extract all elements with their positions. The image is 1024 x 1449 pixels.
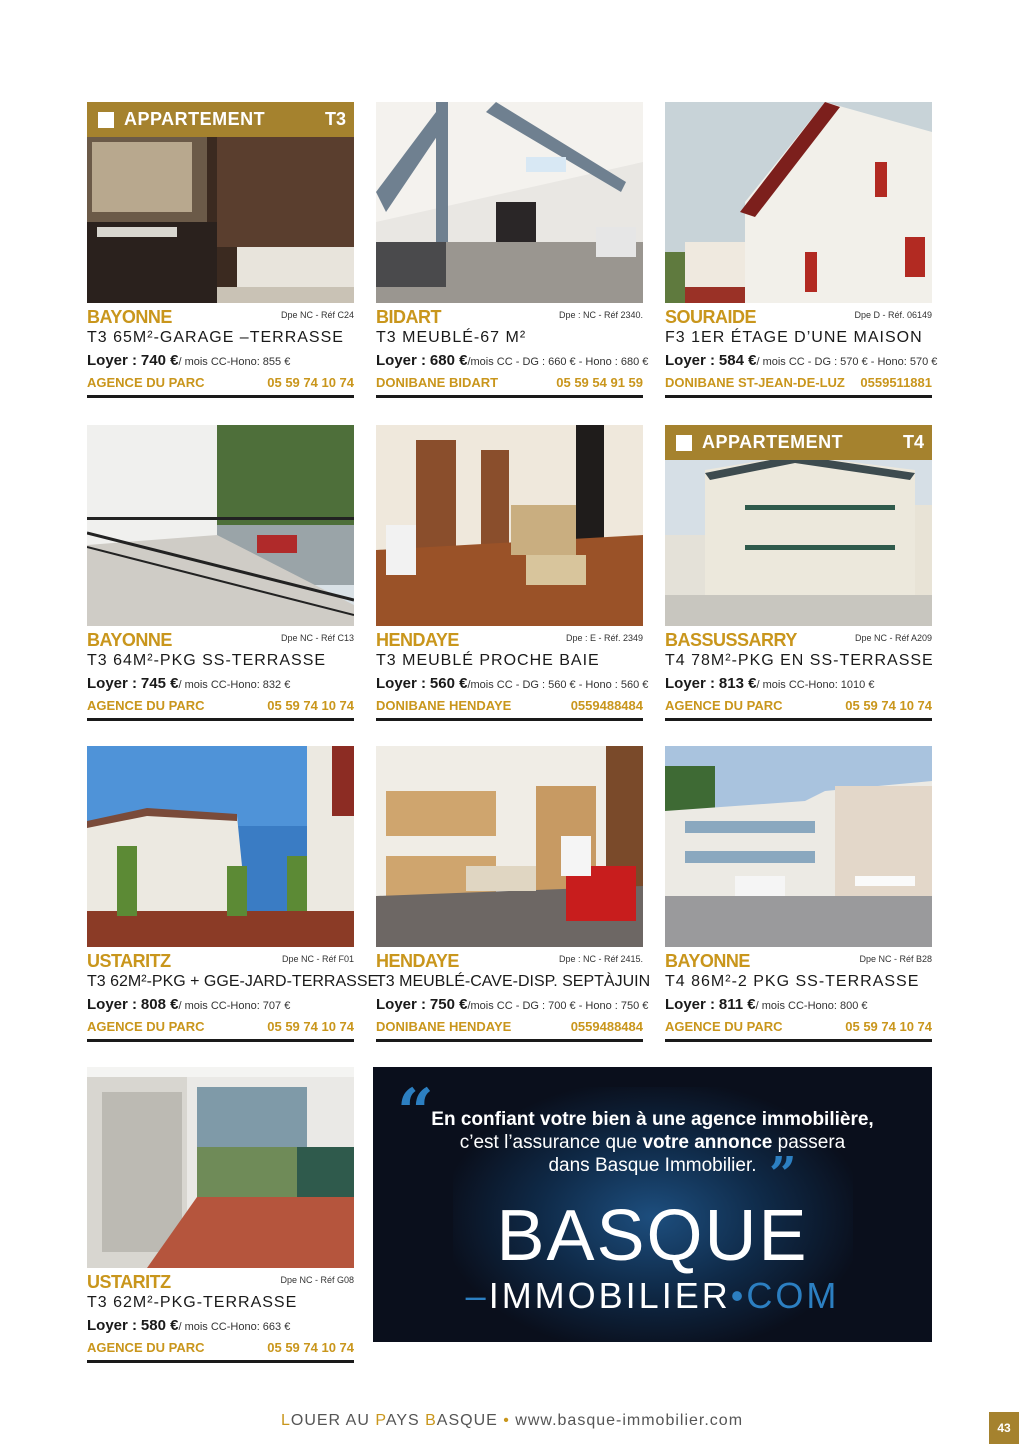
listing-rent: [87, 1317, 290, 1334]
divider: [87, 1360, 354, 1363]
close-quote-icon: ”: [769, 1147, 797, 1203]
rent-value: 808 €: [140, 996, 179, 1013]
rent-label: Loyer :: [376, 352, 427, 369]
banner-type: APPARTEMENT: [702, 432, 844, 452]
page-footer: LOUER AU PAYS BASQUE • www.basque-immobilier.com: [280, 1412, 744, 1429]
divider: [376, 395, 643, 398]
listing-city: BASSUSSARRY: [665, 630, 797, 650]
listing-rent: [376, 675, 648, 692]
divider: [376, 1039, 643, 1042]
listing-dpe: Dpe NC - Réf F01: [281, 954, 354, 964]
page-number: 43: [989, 1412, 1019, 1444]
listing-agency: DONIBANE HENDAYE: [376, 1019, 512, 1034]
rent-details: / mois CC-Hono: 800 €: [755, 1000, 868, 1012]
rent-value: 740 €: [140, 352, 179, 369]
listing-agency: AGENCE DU PARC: [87, 698, 205, 713]
rent-label: Loyer :: [87, 675, 138, 692]
rent-label: Loyer :: [376, 675, 427, 692]
rent-label: Loyer :: [665, 352, 716, 369]
divider: [87, 395, 354, 398]
listing-city: BAYONNE: [87, 630, 172, 650]
banner-size: T3: [324, 109, 346, 129]
rent-value: 680 €: [429, 352, 468, 369]
listing-phone: 05 59 54 91 59: [556, 375, 643, 390]
listing-photo: [376, 102, 643, 303]
rent-details: / mois CC-Hono: 1010 €: [756, 679, 875, 691]
banner-type: APPARTEMENT: [124, 109, 266, 129]
listing-rent: [376, 996, 648, 1013]
ad-line-2: c’est l’assurance que votre annonce passera: [459, 1132, 846, 1153]
type-banner: [665, 425, 932, 460]
rent-details: / mois CC-Hono: 707 €: [178, 1000, 291, 1012]
listing-dpe: Dpe : E - Réf. 2349: [565, 633, 643, 643]
divider: [87, 1039, 354, 1042]
listing-phone: 05 59 74 10 74: [267, 1019, 354, 1034]
ad-line-3: dans Basque Immobilier.: [548, 1155, 757, 1176]
listing-agency: AGENCE DU PARC: [87, 375, 205, 390]
listing-phone: 05 59 74 10 74: [267, 1340, 354, 1355]
listing-photo: [87, 1067, 354, 1268]
listing-title: T4 86M²-2 PKG SS-TERRASSE: [665, 973, 920, 990]
rent-details: / mois CC - DG : 570 € - Hono: 570 €: [756, 356, 938, 368]
listing-title: T3 65M²-GARAGE –TERRASSE: [87, 329, 344, 346]
rent-details: /mois CC - DG : 560 € - Hono : 560 €: [467, 679, 649, 691]
listing-agency: DONIBANE ST-JEAN-DE-LUZ: [665, 375, 845, 390]
rent-value: 813 €: [718, 675, 757, 692]
square-icon: [98, 112, 114, 128]
listing-rent: [665, 996, 868, 1013]
rent-details: / mois CC-Hono: 855 €: [178, 356, 291, 368]
divider: [376, 718, 643, 721]
listing-title: T4 78M²-PKG EN SS-TERRASSE: [665, 652, 934, 669]
website-link[interactable]: www.basque-immobilier.com: [515, 1412, 744, 1429]
listing-dpe: Dpe NC - Réf C13: [280, 633, 354, 643]
listing-agency: AGENCE DU PARC: [665, 698, 783, 713]
listing-title: T3 62M²-PKG + GGE-JARD-TERRASSE: [87, 973, 379, 990]
divider: [665, 395, 932, 398]
listing-photo: [376, 425, 643, 626]
type-banner: [87, 102, 354, 137]
rent-details: / mois CC-Hono: 663 €: [178, 1321, 291, 1333]
rent-value: 584 €: [718, 352, 757, 369]
listing-agency: DONIBANE HENDAYE: [376, 698, 512, 713]
listing-city: HENDAYE: [376, 951, 459, 971]
basque-immobilier-ad[interactable]: [373, 1067, 932, 1342]
listing-rent: [87, 675, 290, 692]
rent-value: 560 €: [429, 675, 468, 692]
rent-label: Loyer :: [376, 996, 427, 1013]
rent-details: / mois CC-Hono: 832 €: [178, 679, 291, 691]
listing-dpe: Dpe : NC - Réf 2415.: [558, 954, 643, 964]
listing-title: T3 64M²-PKG SS-TERRASSE: [87, 652, 327, 669]
listing-dpe: Dpe NC - Réf A209: [854, 633, 932, 643]
listing-phone: 05 59 74 10 74: [845, 698, 932, 713]
listing-photo: [665, 102, 932, 303]
listing-photo: [87, 425, 354, 626]
listing-city: SOURAIDE: [665, 307, 757, 327]
listing-dpe: Dpe NC - Réf B28: [859, 954, 932, 964]
listing-title: F3 1ER ÉTAGE D’UNE MAISON: [665, 329, 923, 346]
listing-photo: [87, 746, 354, 947]
listing-title: T3 62M²-PKG-TERRASSE: [87, 1294, 298, 1311]
brand-logo-main: BASQUE: [496, 1196, 809, 1276]
listing-phone: 0559488484: [570, 698, 643, 713]
listing-rent: [376, 352, 648, 369]
rent-details: /mois CC - DG : 700 € - Hono : 750 €: [467, 1000, 649, 1012]
listing-city: USTARITZ: [87, 951, 171, 971]
banner-size: T4: [902, 432, 924, 452]
rent-label: Loyer :: [665, 996, 716, 1013]
listing-city: BAYONNE: [87, 307, 172, 327]
listing-phone: 05 59 74 10 74: [267, 375, 354, 390]
listing-city: HENDAYE: [376, 630, 459, 650]
listing-title: T3 MEUBLÉ-CAVE-DISP. SEPTÀJUIN: [376, 973, 651, 990]
rent-value: 580 €: [140, 1317, 179, 1334]
listing-dpe: Dpe NC - Réf G08: [280, 1275, 354, 1285]
listing-agency: DONIBANE BIDART: [376, 375, 499, 390]
listing-rent: [87, 352, 290, 369]
listing-rent: [87, 996, 290, 1013]
rent-details: /mois CC - DG : 660 € - Hono : 680 €: [467, 356, 649, 368]
rent-label: Loyer :: [87, 996, 138, 1013]
rent-label: Loyer :: [665, 675, 716, 692]
listing-rent: [665, 675, 874, 692]
rent-label: Loyer :: [87, 352, 138, 369]
rent-value: 811 €: [718, 996, 756, 1013]
listing-dpe: Dpe : NC - Réf 2340.: [558, 310, 643, 320]
listing-city: BAYONNE: [665, 951, 750, 971]
listing-city: USTARITZ: [87, 1272, 171, 1292]
listing-photo: [376, 746, 643, 947]
listing-agency: AGENCE DU PARC: [87, 1019, 205, 1034]
listing-phone: 0559511881: [860, 375, 932, 390]
divider: [665, 1039, 932, 1042]
listing-title: T3 MEUBLÉ-67 M²: [376, 329, 527, 346]
listing-photo: [665, 746, 932, 947]
listing-phone: 05 59 74 10 74: [845, 1019, 932, 1034]
ad-line-1: En confiant votre bien à une agence immobilière,: [431, 1109, 874, 1130]
listing-title: T3 MEUBLÉ PROCHE BAIE: [376, 652, 600, 669]
listing-agency: AGENCE DU PARC: [665, 1019, 783, 1034]
open-quote-icon: “: [397, 1075, 434, 1150]
listing-city: BIDART: [376, 307, 441, 327]
rent-label: Loyer :: [87, 1317, 138, 1334]
listing-dpe: Dpe NC - Réf C24: [280, 310, 354, 320]
listing-rent: [665, 352, 937, 369]
brand-logo-sub: –IMMOBILIER•COM: [465, 1275, 840, 1316]
rent-value: 745 €: [140, 675, 179, 692]
rent-value: 750 €: [429, 996, 468, 1013]
listing-phone: 0559488484: [570, 1019, 643, 1034]
square-icon: [676, 435, 692, 451]
divider: [87, 718, 354, 721]
listing-phone: 05 59 74 10 74: [267, 698, 354, 713]
divider: [665, 718, 932, 721]
listing-agency: AGENCE DU PARC: [87, 1340, 205, 1355]
listing-dpe: Dpe D - Réf. 06149: [854, 310, 932, 320]
